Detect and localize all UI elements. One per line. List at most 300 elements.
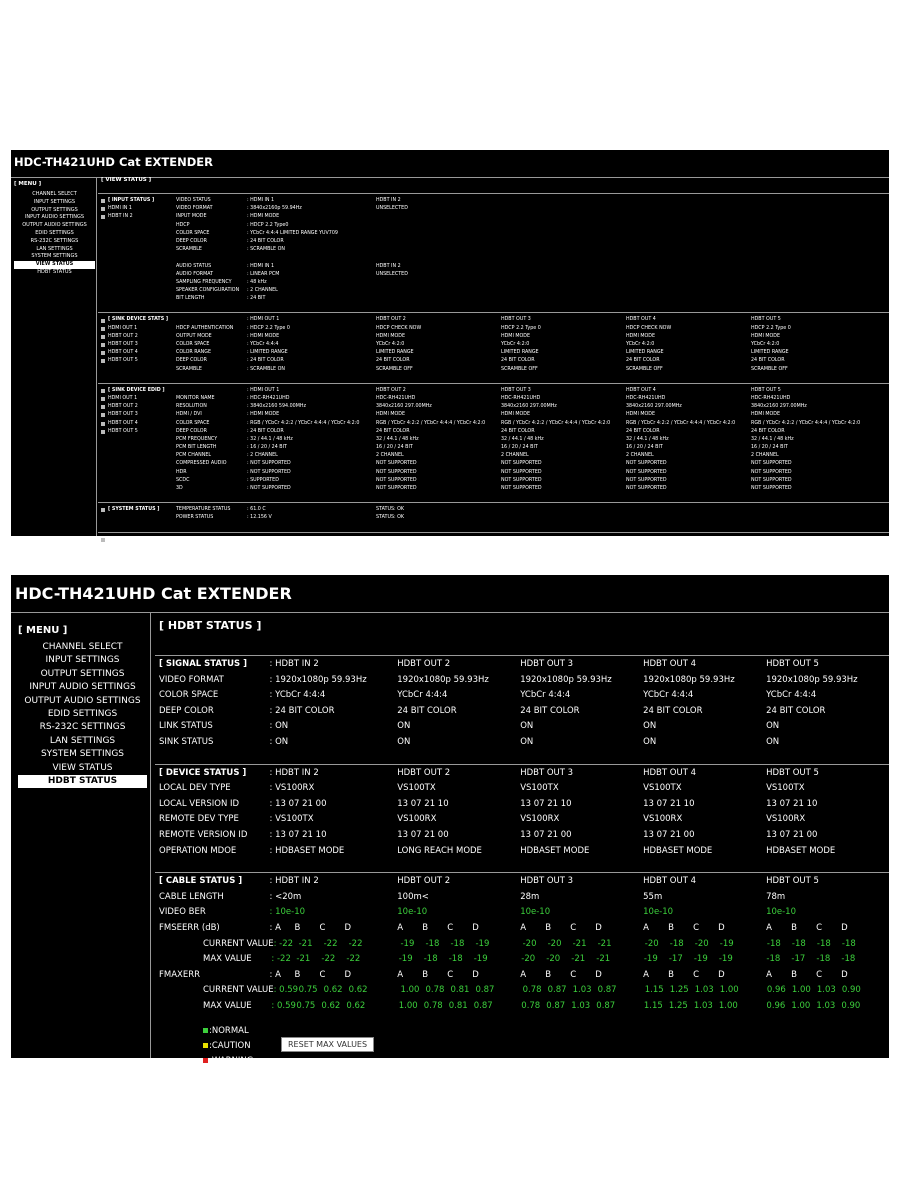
cell-value: ON bbox=[397, 736, 411, 747]
row-label: OPERATION MDOE bbox=[159, 845, 237, 856]
cell-value: SCRAMBLE OFF bbox=[626, 366, 663, 372]
pair-value: 0.75 bbox=[296, 1000, 316, 1011]
checkbox-icon[interactable] bbox=[101, 199, 105, 203]
checkbox-icon[interactable] bbox=[101, 405, 105, 409]
cell-value: 16 / 20 / 24 BIT bbox=[751, 445, 788, 451]
menu-item-output-audio-settings[interactable]: OUTPUT AUDIO SETTINGS bbox=[22, 222, 87, 229]
cell-value: 100m< bbox=[397, 891, 429, 902]
row-label: HDMI / DVI bbox=[176, 412, 202, 418]
menu-item-input-audio-settings[interactable]: INPUT AUDIO SETTINGS bbox=[24, 214, 85, 221]
cell-value: VS100TX bbox=[766, 783, 805, 794]
menu-item-output-settings[interactable]: OUTPUT SETTINGS bbox=[31, 206, 78, 213]
row-label: COLOR SPACE bbox=[176, 342, 210, 347]
table-row bbox=[101, 395, 889, 403]
pair-value: B bbox=[422, 922, 429, 933]
table-row bbox=[159, 735, 889, 751]
pair-value: A bbox=[643, 922, 649, 933]
cell-value: HDBT OUT 3 bbox=[501, 317, 531, 323]
table-row bbox=[159, 999, 889, 1015]
row-label: POWER STATUS bbox=[176, 515, 214, 521]
checkbox-icon[interactable] bbox=[101, 430, 105, 434]
checklist-label: HDBT OUT 2 bbox=[108, 404, 138, 410]
cell-value: : 10e-10 bbox=[269, 907, 306, 918]
checklist-label: HDBT OUT 4 bbox=[108, 350, 138, 356]
checkbox-icon[interactable] bbox=[101, 359, 105, 363]
table-row bbox=[101, 287, 889, 295]
pair-value: 0.62 bbox=[323, 985, 343, 996]
menu-item-view-status[interactable]: VIEW STATUS bbox=[52, 762, 113, 773]
row-label: VIDEO STATUS bbox=[176, 198, 211, 203]
checkbox-icon[interactable] bbox=[101, 207, 105, 211]
cell-value: : 12.156 V bbox=[247, 515, 272, 521]
row-label: CABLE LENGTH bbox=[159, 891, 224, 902]
table-row bbox=[159, 983, 889, 999]
table-row bbox=[101, 316, 889, 324]
legend-label: :CAUTION bbox=[209, 1040, 251, 1051]
table-row bbox=[101, 230, 889, 238]
checkbox-icon[interactable] bbox=[101, 397, 105, 401]
table-row bbox=[101, 477, 889, 485]
checkbox-icon[interactable] bbox=[101, 327, 105, 331]
cell-value: 1920x1080p 59.93Hz bbox=[397, 674, 489, 685]
cell-value: HDBT OUT 4 bbox=[643, 876, 697, 887]
pair-value: -18 bbox=[766, 938, 781, 949]
cell-value: : 13 07 21 00 bbox=[269, 798, 327, 809]
status-section bbox=[98, 193, 889, 312]
cell-value: HDBT OUT 3 bbox=[520, 659, 574, 669]
cell-value: NOT SUPPORTED bbox=[501, 477, 542, 483]
cell-value: : NOT SUPPORTED bbox=[247, 486, 291, 491]
cell-value: NOT SUPPORTED bbox=[376, 461, 417, 467]
cell-value: : VS100TX bbox=[269, 814, 314, 825]
cell-value: VS100RX bbox=[397, 814, 437, 825]
pair-value: 1.00 bbox=[400, 985, 420, 996]
pair-value: 1.15 bbox=[644, 985, 664, 996]
section-title: [ HDBT STATUS ] bbox=[159, 619, 262, 632]
row-label: DEEP COLOR bbox=[176, 428, 207, 434]
legend-item bbox=[203, 1023, 889, 1038]
cell-value: : 24 BIT COLOR bbox=[269, 705, 335, 716]
table-row bbox=[101, 333, 889, 341]
cell-value: YCbCr 4:2:0 bbox=[751, 342, 780, 347]
menu-item-view-status[interactable]: VIEW STATUS bbox=[14, 261, 95, 269]
table-row bbox=[159, 890, 889, 906]
divider bbox=[11, 612, 889, 613]
pair-value: C bbox=[693, 922, 700, 933]
legend-label: :WARNING bbox=[209, 1055, 254, 1066]
checkbox-icon[interactable] bbox=[101, 335, 105, 339]
pair-value: -21 bbox=[298, 938, 313, 949]
cell-value: 13 07 21 10 bbox=[520, 798, 572, 809]
cell-value: HDBT OUT 3 bbox=[501, 387, 531, 393]
pair-value: 0.96 bbox=[766, 985, 786, 996]
checkbox-icon[interactable] bbox=[101, 351, 105, 355]
status-section bbox=[155, 655, 889, 764]
pair-value: -19 bbox=[719, 938, 734, 949]
cell-value: YCbCr 4:2:0 bbox=[376, 342, 405, 347]
table-row bbox=[101, 246, 889, 254]
cell-value: HDBT IN 2 bbox=[376, 263, 401, 269]
cell-value: NOT SUPPORTED bbox=[501, 469, 542, 475]
cell-value: : 16 / 20 / 24 BIT bbox=[247, 445, 287, 451]
checklist-label: HDBT OUT 2 bbox=[108, 333, 138, 339]
row-label: CURRENT VALUE bbox=[203, 985, 274, 996]
cell-value: NOT SUPPORTED bbox=[626, 469, 667, 475]
cell-value: : HDMI OUT 1 bbox=[247, 317, 280, 323]
table-row bbox=[159, 673, 889, 689]
cell-value: HDBT OUT 3 bbox=[520, 767, 574, 778]
row-label: HDCP AUTHENTICATION bbox=[176, 325, 234, 331]
cell-value: 24 BIT COLOR bbox=[626, 428, 660, 434]
table-row bbox=[101, 420, 889, 428]
checklist-label: HDMI OUT 1 bbox=[108, 395, 138, 401]
cell-value: : HDBT IN 2 bbox=[269, 876, 319, 887]
menu-item-channel-select[interactable]: CHANNEL SELECT bbox=[32, 191, 77, 197]
pair-value: -20 bbox=[694, 938, 709, 949]
cell-value: STATUS: OK bbox=[376, 507, 405, 513]
table-row bbox=[101, 205, 889, 213]
cell-value: HDBT OUT 2 bbox=[397, 767, 451, 778]
row-label: LINK STATUS bbox=[159, 721, 213, 732]
cell-value: : 1.00R0 19/11/26 bbox=[247, 536, 291, 542]
row-label: PCM FREQUENCY bbox=[176, 436, 218, 442]
cell-value: 32 / 44.1 / 48 kHz bbox=[626, 436, 669, 442]
cell-value: 32 / 44.1 / 48 kHz bbox=[501, 436, 544, 442]
checkbox-icon[interactable] bbox=[101, 413, 105, 417]
cell-value: YCbCr 4:4:4 bbox=[643, 690, 694, 701]
pair-value: -22 bbox=[321, 954, 336, 965]
cell-value: ON bbox=[766, 736, 780, 747]
pair-value: -19 bbox=[473, 954, 488, 965]
table-row bbox=[159, 828, 889, 844]
cell-value: : HDC-RH421UHD bbox=[247, 395, 290, 401]
cell-value: HDMI MODE bbox=[751, 333, 781, 339]
menu-item-input-settings[interactable]: INPUT SETTINGS bbox=[33, 198, 76, 205]
cell-value: : HDBT IN 2 bbox=[269, 767, 319, 778]
pair-value: 1.03 bbox=[816, 985, 836, 996]
table-row bbox=[101, 238, 889, 246]
pair-value: C bbox=[447, 969, 454, 980]
cell-value: LONG REACH MODE bbox=[397, 845, 482, 856]
table-row bbox=[101, 403, 889, 411]
cell-value: 24 BIT COLOR bbox=[376, 358, 410, 364]
table-row bbox=[101, 387, 889, 395]
reset-max-values-button[interactable]: RESET MAX VALUES bbox=[281, 1037, 374, 1052]
checkbox-icon[interactable] bbox=[101, 508, 105, 512]
hdbt-status-window bbox=[11, 575, 889, 1066]
status-section bbox=[155, 764, 889, 873]
cell-value: HDBT OUT 2 bbox=[397, 876, 451, 887]
pair-value: -19 bbox=[718, 954, 733, 965]
cell-value: ON bbox=[766, 721, 780, 732]
pair-value: 0.78 bbox=[521, 1000, 541, 1011]
row-label bbox=[176, 387, 247, 395]
cell-value: HDCP 2.2 Type 0 bbox=[501, 325, 541, 331]
cell-value: UNSELECTED bbox=[376, 206, 408, 212]
cell-value: UNSELECTED bbox=[376, 271, 408, 277]
checklist-label: HDBT OUT 5 bbox=[108, 428, 138, 434]
cell-value: : 24 BIT bbox=[247, 296, 266, 302]
menu-title: [ MENU ] bbox=[18, 625, 68, 636]
pair-value: -21 bbox=[296, 954, 311, 965]
pair-value: C bbox=[319, 922, 326, 933]
table-row bbox=[159, 688, 889, 704]
view-status-window bbox=[11, 150, 889, 542]
pair-value: D bbox=[718, 969, 725, 980]
pair-value: -22 bbox=[346, 954, 361, 965]
table-row bbox=[101, 428, 889, 436]
cell-value: STATUS: OK bbox=[376, 515, 405, 521]
checkbox-icon[interactable] bbox=[101, 422, 105, 426]
cell-value: : NOT SUPPORTED bbox=[247, 461, 291, 467]
pair-value: D bbox=[595, 922, 602, 933]
pair-value: : -22 bbox=[273, 938, 294, 949]
cell-value: : 24 BIT COLOR bbox=[247, 428, 284, 434]
cell-value: LIMITED RANGE bbox=[376, 350, 414, 356]
cell-value: YCbCr 4:4:4 bbox=[766, 690, 817, 701]
cell-value: 24 BIT COLOR bbox=[751, 358, 785, 364]
pair-value: -20 bbox=[521, 954, 536, 965]
cell-value: HDBT OUT 4 bbox=[643, 767, 697, 778]
row-label: AUDIO STATUS bbox=[176, 263, 212, 269]
cell-value: 24 BIT COLOR bbox=[520, 705, 580, 716]
cell-value: HDMI MODE bbox=[626, 333, 656, 339]
cell-value: : ON bbox=[269, 721, 289, 732]
pair-value: 1.00 bbox=[718, 1000, 738, 1011]
pair-value: -21 bbox=[597, 938, 612, 949]
cell-value: VS100RX bbox=[643, 814, 683, 825]
checklist-label: [ SINK DEVICE EDID ] bbox=[108, 387, 165, 393]
cell-value: : HDBT IN 2 bbox=[269, 659, 319, 669]
cell-value: 10e-10 bbox=[397, 907, 428, 918]
cell-value: HDBT OUT 4 bbox=[643, 659, 697, 669]
table-row bbox=[101, 536, 889, 544]
cell-value: HDBT OUT 2 bbox=[376, 317, 406, 323]
checklist-label: HDBT OUT 5 bbox=[108, 358, 138, 364]
table-row bbox=[101, 222, 889, 230]
menu-item-edid-settings[interactable]: EDID SETTINGS bbox=[35, 229, 74, 236]
cell-value: HDBT OUT 5 bbox=[751, 317, 781, 323]
pair-value: 1.00 bbox=[791, 1000, 811, 1011]
cell-value: NOT SUPPORTED bbox=[626, 461, 667, 467]
table-row bbox=[101, 452, 889, 460]
cell-value: HDC-RH421UHD bbox=[376, 395, 416, 401]
pair-value: A bbox=[766, 922, 772, 933]
pair-value: C bbox=[816, 969, 822, 980]
pair-value: D bbox=[472, 922, 479, 933]
pair-value: -21 bbox=[572, 938, 587, 949]
cell-value: : RGB / YCbCr 4:2:2 / YCbCr 4:4:4 / YCbCr 4:2:0 bbox=[247, 420, 360, 426]
cell-value: : 61.0 C bbox=[247, 507, 266, 513]
cell-value: HDCP CHECK NOW bbox=[626, 325, 672, 331]
cell-value: NOT SUPPORTED bbox=[626, 486, 667, 491]
checklist-label: HDBT OUT 3 bbox=[108, 412, 138, 418]
cell-value: : YCbCr 4:4:4 bbox=[247, 342, 279, 347]
menu-item-system-settings[interactable]: SYSTEM SETTINGS bbox=[40, 749, 125, 760]
cell-value: NOT SUPPORTED bbox=[376, 469, 417, 475]
row-label: FMSEERR (dB) bbox=[159, 922, 220, 933]
pair-value: C bbox=[319, 969, 326, 980]
pair-value: 0.62 bbox=[321, 1000, 341, 1011]
pair-value: 1.00 bbox=[719, 985, 739, 996]
cell-value: VS100TX bbox=[397, 783, 436, 794]
table-row bbox=[101, 485, 889, 493]
cell-value: 2 CHANNEL bbox=[751, 453, 779, 459]
row-label: HDCP bbox=[176, 222, 190, 228]
cell-value: VS100RX bbox=[766, 814, 806, 825]
pair-value: -20 bbox=[546, 954, 561, 965]
row-label: INPUT MODE bbox=[176, 214, 207, 220]
pair-value: D bbox=[718, 922, 725, 933]
row-label: CURRENT VALUE bbox=[203, 938, 274, 949]
menu-item-input-audio-settings[interactable]: INPUT AUDIO SETTINGS bbox=[29, 682, 136, 693]
cell-value: ON bbox=[520, 736, 534, 747]
table-row bbox=[101, 279, 889, 287]
pair-value: C bbox=[693, 969, 700, 980]
menu bbox=[18, 625, 147, 788]
checkbox-icon[interactable] bbox=[101, 215, 105, 219]
row-label: DEEP COLOR bbox=[159, 705, 214, 716]
cell-value: HDBT OUT 5 bbox=[766, 659, 819, 669]
cell-value: NOT SUPPORTED bbox=[376, 486, 417, 491]
pair-value: 0.75 bbox=[298, 985, 318, 996]
menu-item-channel-select[interactable]: CHANNEL SELECT bbox=[42, 642, 123, 652]
cell-value: NOT SUPPORTED bbox=[501, 461, 542, 467]
row-label: DEEP COLOR bbox=[176, 358, 207, 364]
menu-item-output-audio-settings[interactable]: OUTPUT AUDIO SETTINGS bbox=[24, 695, 141, 706]
menu-item-rs-232c-settings[interactable]: RS-232C SETTINGS bbox=[39, 722, 126, 733]
checkbox-icon[interactable] bbox=[101, 319, 105, 323]
pair-value: A bbox=[397, 922, 404, 933]
pair-value: 0.62 bbox=[348, 985, 368, 996]
pair-value: -21 bbox=[596, 954, 611, 965]
checkbox-icon[interactable] bbox=[101, 389, 105, 393]
pair-value: B bbox=[668, 969, 674, 980]
table-row bbox=[159, 781, 889, 797]
pair-value: -19 bbox=[398, 954, 413, 965]
cell-value: : HDCP 2.2 Type 0 bbox=[247, 325, 290, 331]
cell-value: 3840x2160 297.00MHz bbox=[751, 404, 807, 410]
pair-value: -19 bbox=[643, 954, 658, 965]
section-header: [ DEVICE STATUS ] bbox=[159, 767, 247, 778]
legend-label: :NORMAL bbox=[209, 1025, 249, 1036]
pair-value: A bbox=[397, 969, 404, 980]
cell-value: HDMI MODE bbox=[376, 333, 406, 339]
cell-value: HDBT IN 2 bbox=[376, 198, 401, 203]
cell-value: ON bbox=[643, 721, 657, 732]
table-row bbox=[159, 797, 889, 813]
table-row bbox=[101, 349, 889, 357]
row-label: MONITOR NAME bbox=[176, 395, 215, 401]
pair-value: 0.87 bbox=[597, 985, 617, 996]
pair-value: -22 bbox=[348, 938, 363, 949]
menu-item-system-settings[interactable]: SYSTEM SETTINGS bbox=[31, 253, 78, 260]
row-label: COLOR SPACE bbox=[176, 420, 210, 426]
menu-item-lan-settings[interactable]: LAN SETTINGS bbox=[49, 735, 116, 746]
table-row bbox=[159, 874, 889, 890]
pair-value: D bbox=[595, 969, 602, 980]
table-row bbox=[159, 844, 889, 860]
row-label bbox=[176, 254, 247, 262]
pair-value: 0.87 bbox=[596, 1000, 616, 1011]
legend-item bbox=[203, 1053, 889, 1068]
table-row bbox=[101, 366, 889, 374]
table-row bbox=[101, 411, 889, 419]
pair-value: -18 bbox=[841, 954, 856, 965]
checklist-label: [ SINK DEVICE STATS ] bbox=[108, 317, 169, 323]
row-label: PCM CHANNEL bbox=[176, 453, 212, 459]
cell-value: : HDMI MODE bbox=[247, 412, 280, 418]
pair-value: 0.87 bbox=[475, 985, 495, 996]
table-row bbox=[159, 657, 889, 673]
pair-value: C bbox=[816, 922, 822, 933]
cell-value: 3840x2160 297.00MHz bbox=[376, 404, 432, 410]
cell-value: : HDBASET MODE bbox=[269, 845, 345, 856]
checkbox-icon[interactable] bbox=[101, 538, 105, 542]
status-section bbox=[155, 872, 889, 1027]
cell-value: HDC-RH421UHD bbox=[626, 395, 666, 401]
cell-value: : HDCP 2.2 Type0 bbox=[247, 222, 289, 228]
pair-value: A bbox=[520, 969, 527, 980]
row-label: TEMPERATURE STATUS bbox=[176, 507, 231, 513]
row-label: MAX VALUE bbox=[203, 1000, 252, 1011]
menu-item-lan-settings[interactable]: LAN SETTINGS bbox=[36, 245, 73, 252]
cell-value: RGB / YCbCr 4:2:2 / YCbCr 4:4:4 / YCbCr 4:2:0 bbox=[626, 420, 736, 426]
row-label: BIT LENGTH bbox=[176, 296, 205, 302]
menu-item-rs-232c-settings[interactable]: RS-232C SETTINGS bbox=[30, 237, 79, 244]
cell-value: HDMI MODE bbox=[376, 412, 406, 418]
row-label: COLOR SPACE bbox=[159, 690, 219, 701]
row-label: FMAXERR bbox=[159, 969, 201, 980]
pair-value: B bbox=[294, 922, 301, 933]
pair-value: D bbox=[344, 922, 352, 933]
cell-value: 13 07 21 00 bbox=[766, 829, 818, 840]
pair-value: 0.87 bbox=[547, 985, 567, 996]
pair-value: C bbox=[570, 969, 577, 980]
menu-item-hdbt-status[interactable]: HDBT STATUS bbox=[37, 268, 72, 275]
cell-value: 16 / 20 / 24 BIT bbox=[626, 445, 663, 451]
cell-value: : 32 / 44.1 / 48 kHz bbox=[247, 436, 293, 442]
cell-value: NOT SUPPORTED bbox=[626, 477, 667, 483]
cell-value: SCRAMBLE OFF bbox=[751, 366, 788, 372]
cell-value: : ON bbox=[269, 736, 289, 747]
row-label: SAMPLING FREQUENCY bbox=[176, 279, 232, 285]
pair-value: 1.03 bbox=[693, 1000, 713, 1011]
cell-value: 24 BIT COLOR bbox=[751, 428, 785, 434]
pair-value: C bbox=[447, 922, 454, 933]
view-status-content bbox=[98, 177, 889, 553]
pair-value: -18 bbox=[816, 938, 831, 949]
table-row bbox=[101, 436, 889, 444]
pair-value: : 0.59 bbox=[273, 985, 299, 996]
menu-item-output-settings[interactable]: OUTPUT SETTINGS bbox=[40, 668, 125, 679]
row-label: 3D bbox=[176, 486, 183, 491]
cell-value: : 2 CHANNEL bbox=[247, 288, 278, 294]
cell-value: NOT SUPPORTED bbox=[751, 461, 792, 467]
cell-value: : HDMI IN 1 bbox=[247, 263, 275, 269]
menu-item-input-settings[interactable]: INPUT SETTINGS bbox=[45, 655, 120, 666]
cell-value: YCbCr 4:4:4 bbox=[520, 690, 571, 701]
cell-value: HDBT OUT 5 bbox=[766, 876, 819, 887]
menu-item-edid-settings[interactable]: EDID SETTINGS bbox=[47, 708, 118, 719]
checkbox-icon[interactable] bbox=[101, 343, 105, 347]
menu-item-hdbt-status[interactable]: HDBT STATUS bbox=[18, 775, 147, 788]
pair-value: : -22 bbox=[271, 954, 291, 965]
row-label bbox=[176, 316, 247, 324]
table-row bbox=[101, 341, 889, 349]
pair-value: 0.78 bbox=[522, 985, 542, 996]
status-color-icon bbox=[203, 1043, 208, 1048]
